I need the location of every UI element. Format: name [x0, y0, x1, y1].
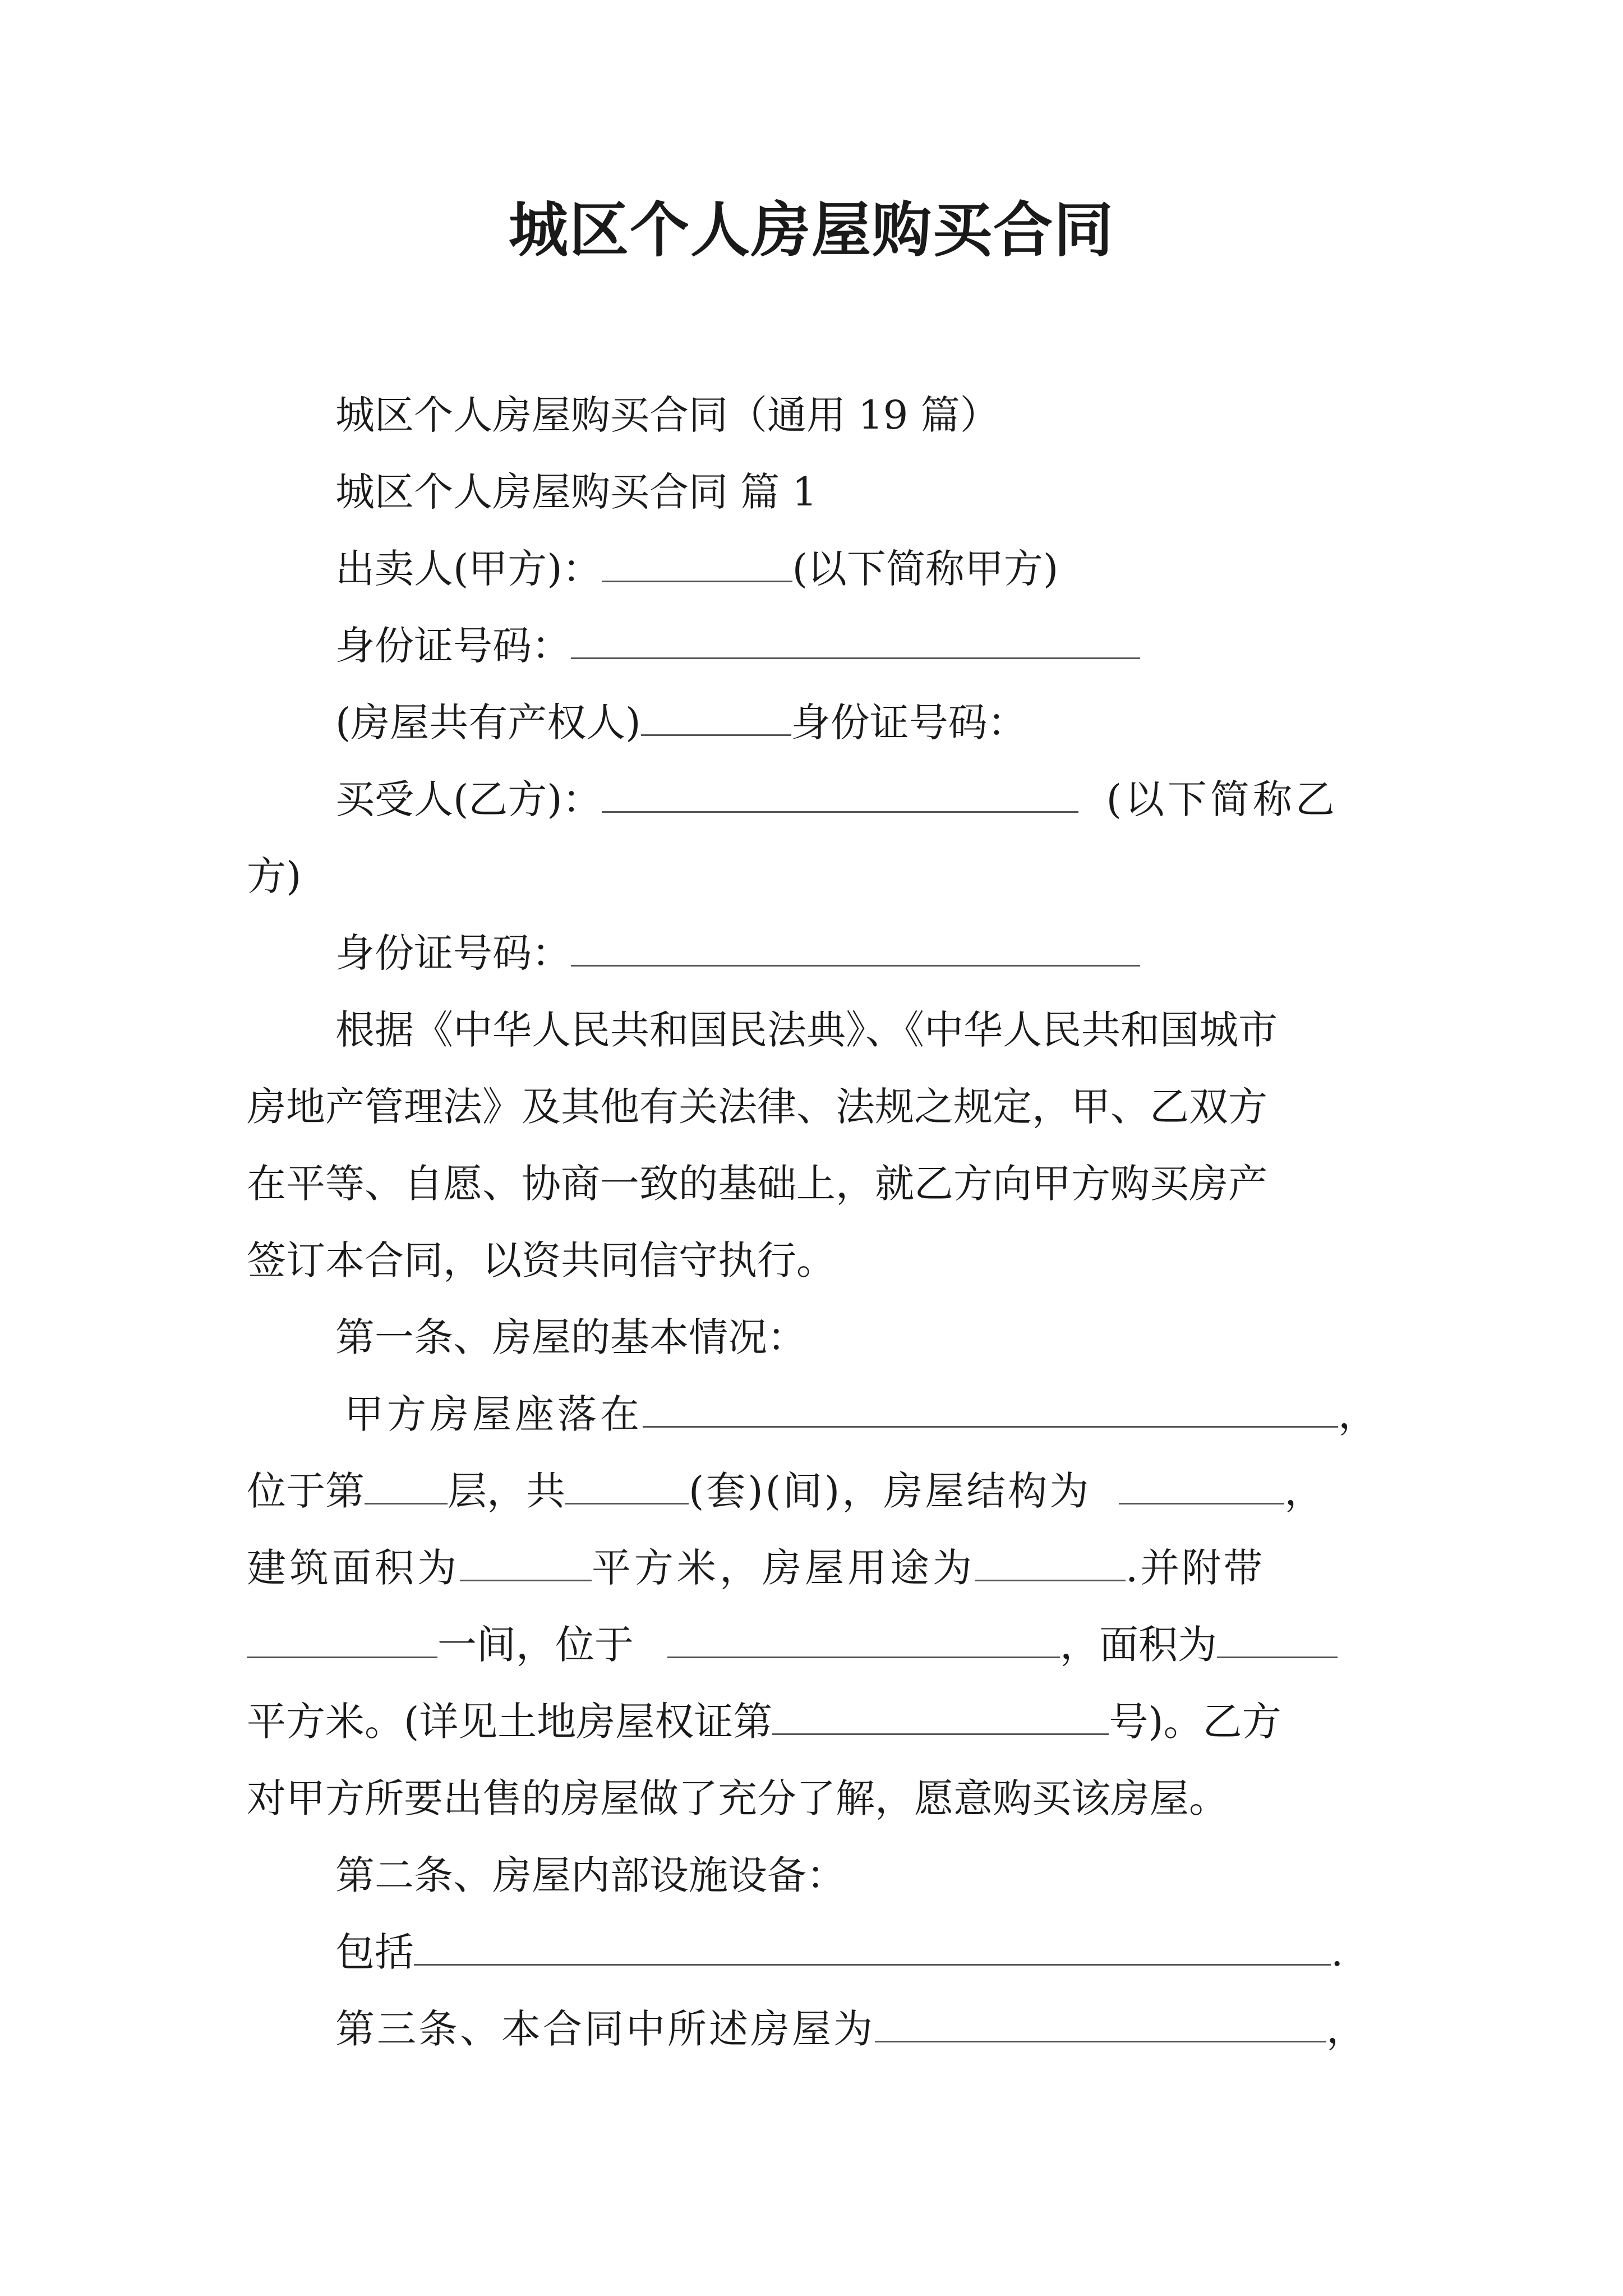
basis-line-2: 房地产管理法》及其他有关法律、法规之规定，甲、乙双方: [247, 1084, 1267, 1130]
basis-line-4: 签订本合同，以资共同信守执行。: [247, 1237, 836, 1283]
basis-line-3: 在平等、自愿、协商一致的基础上，就乙方向甲方购买房产: [247, 1161, 1267, 1207]
comma: ，: [1326, 2006, 1366, 2052]
buyer-note: (以下简称乙: [1106, 776, 1338, 822]
location-label: 甲方房屋座落在: [344, 1391, 643, 1437]
coowner-id-label: 身份证号码：: [791, 700, 1027, 746]
seller-name-blank: [602, 546, 792, 582]
comma: ，: [1284, 1468, 1324, 1514]
attached-blank: [247, 1622, 437, 1658]
buyer-id-label: 身份证号码：: [335, 930, 571, 976]
attached-area-label: ，面积为: [1060, 1622, 1217, 1668]
usage-label: 平方米，房屋用途为: [592, 1545, 975, 1591]
article1-heading: 第一条、房屋的基本情况：: [335, 1314, 806, 1360]
coowner-line: [335, 694, 1027, 751]
article1-line-5: [247, 1694, 1281, 1750]
attached-label: .并附带: [1126, 1545, 1265, 1591]
article-heading: 城区个人房屋购买合同 篇 1: [335, 469, 818, 515]
article3-line-1: [335, 2001, 1366, 2057]
article3-label: 第三条、本合同中所述房屋为: [335, 2006, 875, 2052]
certificate-label: 平方米。(详见土地房屋权证第: [247, 1699, 773, 1745]
usage-blank: [975, 1545, 1126, 1581]
total-label: 层，共: [448, 1468, 565, 1514]
seller-note: (以下简称甲方): [792, 546, 1059, 592]
article2-heading: 第二条、房屋内部设施设备：: [335, 1852, 846, 1898]
area-label: 建筑面积为: [247, 1545, 460, 1591]
article3-blank: [875, 2006, 1326, 2042]
floor-blank: [365, 1468, 448, 1504]
coowner-label: (房屋共有产权人): [335, 700, 641, 746]
article1-line-6: 对甲方所要出售的房屋做了充分了解，愿意购买该房屋。: [247, 1775, 1228, 1821]
basis-line-1: 根据《中华人民共和国民法典》、《中华人民共和国城市: [335, 1007, 1278, 1053]
buyer-name-blank: [602, 776, 1078, 813]
article1-line-1: [344, 1386, 1377, 1442]
certificate-suffix: 号)。乙方: [1109, 1699, 1281, 1745]
coowner-name-blank: [641, 700, 791, 736]
location-blank: [643, 1391, 1338, 1428]
period: .: [1331, 1929, 1344, 1975]
located-label: 一间，位于: [437, 1622, 634, 1668]
document-title: 城区个人房屋购买合同: [509, 195, 1114, 265]
article1-line-4: [247, 1617, 1338, 1673]
subtitle-line: 城区个人房屋购买合同（通用 19 篇）: [335, 392, 999, 438]
seller-id-line: [335, 618, 1140, 674]
floor-label: 位于第: [247, 1468, 365, 1514]
article2-line-1: [335, 1924, 1343, 1980]
structure-blank: [1119, 1468, 1284, 1504]
buyer-label: 买受人(乙方)：: [335, 776, 602, 822]
comma: ，: [1338, 1391, 1377, 1437]
article1-line-3: [247, 1540, 1265, 1596]
seller-label: 出卖人(甲方)：: [335, 546, 602, 592]
facilities-blank: [414, 1929, 1331, 1966]
area-blank: [460, 1545, 592, 1581]
structure-label: (套)(间)，房屋结构为: [689, 1468, 1091, 1514]
attached-location-blank: [667, 1622, 1060, 1658]
seller-id-label: 身份证号码：: [335, 623, 571, 669]
includes-label: 包括: [335, 1929, 414, 1975]
article1-line-2: [247, 1463, 1324, 1519]
buyer-id-blank: [571, 930, 1140, 967]
seller-line: [335, 541, 1058, 597]
buyer-id-line: [335, 925, 1140, 981]
buyer-line: [335, 771, 1338, 827]
certificate-blank: [772, 1699, 1109, 1735]
units-blank: [565, 1468, 689, 1504]
attached-area-blank: [1217, 1622, 1338, 1658]
buyer-note-cont: 方): [247, 853, 302, 899]
seller-id-blank: [571, 623, 1140, 659]
